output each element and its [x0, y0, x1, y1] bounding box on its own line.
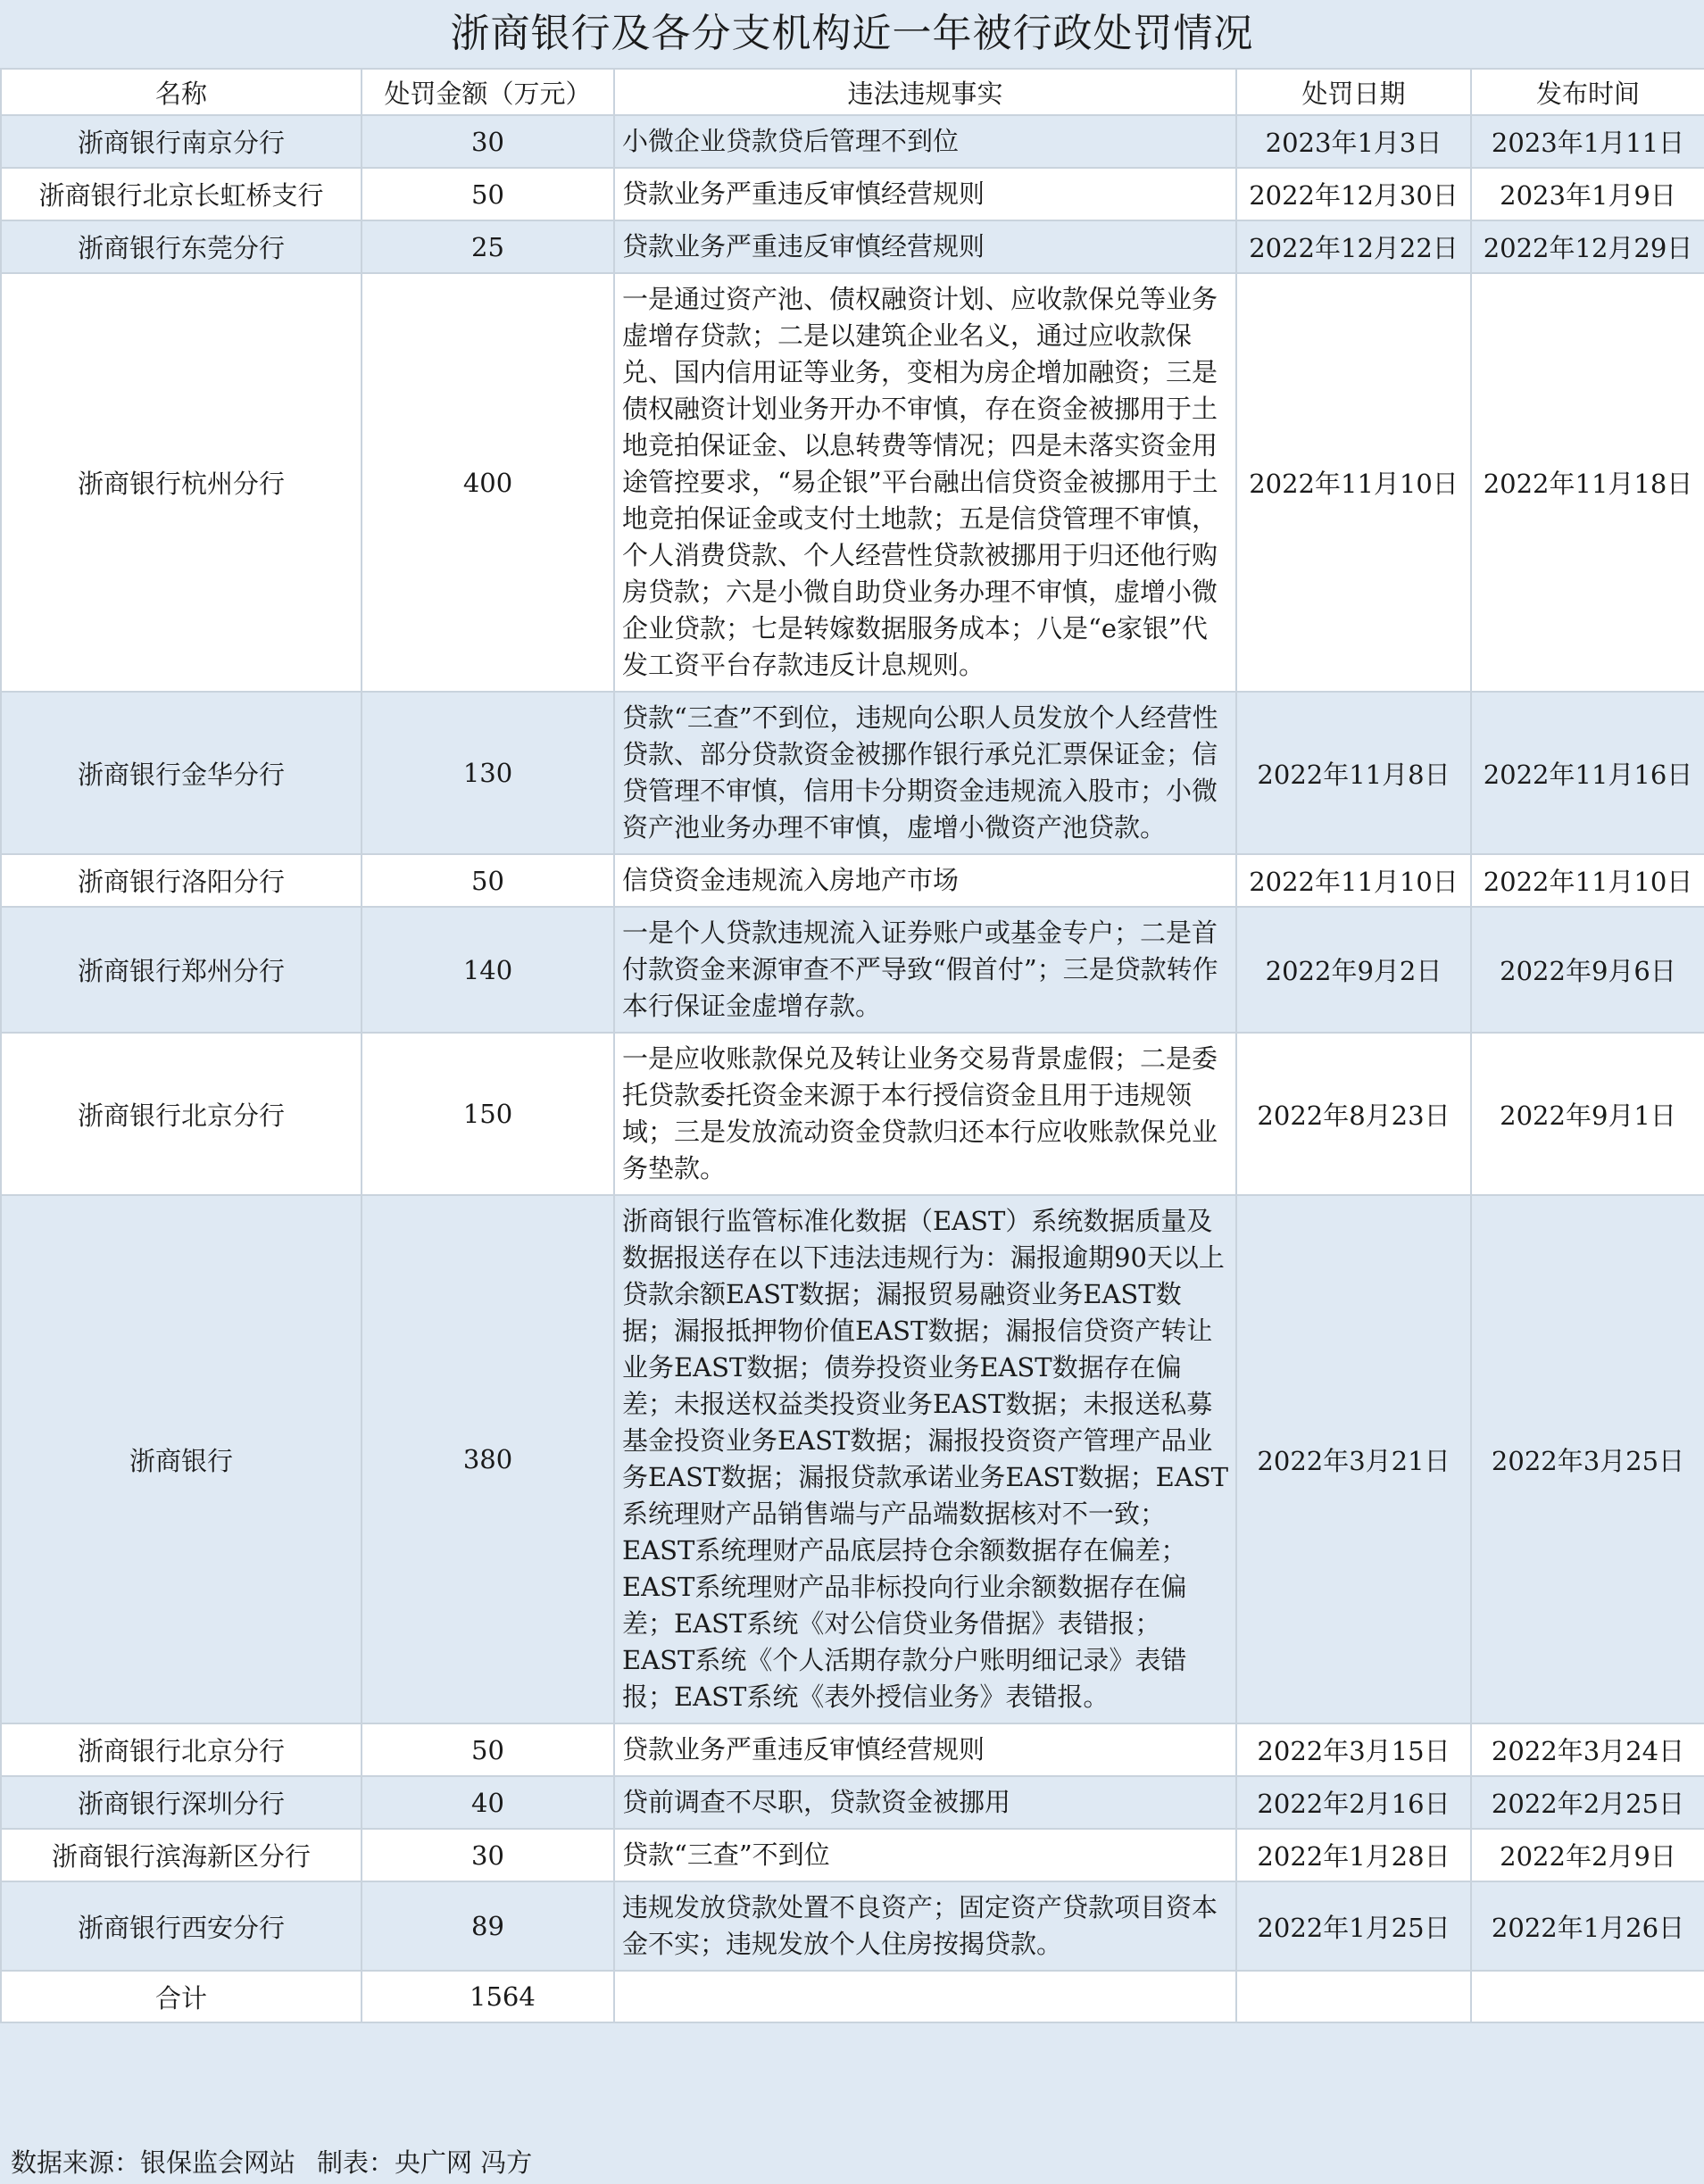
- total-row: [1, 1971, 1704, 2022]
- cell-fact: 浙商银行监管标准化数据（EAST）系统数据质量及数据报送存在以下违法违规行为：漏报逾期90天以上贷款余额EAST数据；漏报贸易融资业务EAST数据；漏报抵押物价值EAST数据；漏报信贷资产转让业务EAST数据；债券投资业务EAST数据存在偏差；未报送权益类投资业务EAST数据；未报送私募基金投资业务EAST数据；漏报投资资产管理产品业务EAST数据；漏报贷款承诺业务EAST数据；EAST系统理财产品销售端与产品端数据核对不一致；EAST系统理财产品底层持仓余额数据存在偏差；EAST系统理财产品非标投向行业余额数据存在偏差；EAST系统《对公信贷业务借据》表错报；EAST系统《个人活期存款分户账明细记录》表错报；EAST系统《表外授信业务》表错报。: [614, 1195, 1236, 1723]
- cell-penalty-date: 2022年11月10日: [1236, 854, 1471, 907]
- cell-penalty-date: 2022年8月23日: [1236, 1033, 1471, 1195]
- header-fact: 违法违规事实: [614, 69, 1236, 115]
- total-empty: [1236, 1971, 1471, 2022]
- cell-amount: 50: [362, 854, 614, 907]
- table-row: [1, 1195, 1704, 1723]
- table-row: [1, 115, 1704, 168]
- cell-amount: 140: [362, 907, 614, 1033]
- cell-amount: 25: [362, 220, 614, 273]
- table-row: [1, 1829, 1704, 1881]
- cell-penalty-date: 2022年12月30日: [1236, 168, 1471, 220]
- cell-publish-date: 2022年1月26日: [1471, 1881, 1704, 1971]
- header-publish-date: 发布时间: [1471, 69, 1704, 115]
- cell-penalty-date: 2022年3月15日: [1236, 1723, 1471, 1776]
- data-source: 数据来源：银保监会网站: [11, 2147, 296, 2178]
- cell-penalty-date: 2022年1月25日: [1236, 1881, 1471, 1971]
- cell-name: 浙商银行北京长虹桥支行: [1, 168, 362, 220]
- cell-name: 浙商银行: [1, 1195, 362, 1723]
- cell-name: 浙商银行南京分行: [1, 115, 362, 168]
- table-row: [1, 1881, 1704, 1971]
- cell-name: 浙商银行洛阳分行: [1, 854, 362, 907]
- table-row: [1, 907, 1704, 1033]
- cell-publish-date: 2022年9月6日: [1471, 907, 1704, 1033]
- cell-publish-date: 2022年2月9日: [1471, 1829, 1704, 1881]
- cell-publish-date: 2022年11月16日: [1471, 692, 1704, 854]
- cell-publish-date: 2022年3月24日: [1471, 1723, 1704, 1776]
- cell-amount: 130: [362, 692, 614, 854]
- cell-amount: 50: [362, 1723, 614, 1776]
- cell-publish-date: 2022年3月25日: [1471, 1195, 1704, 1723]
- source-note: [0, 2141, 1704, 2184]
- header-name: 名称: [1, 69, 362, 115]
- cell-name: 浙商银行深圳分行: [1, 1776, 362, 1829]
- cell-amount: 40: [362, 1776, 614, 1829]
- cell-publish-date: 2022年9月1日: [1471, 1033, 1704, 1195]
- cell-publish-date: 2023年1月11日: [1471, 115, 1704, 168]
- cell-name: 浙商银行滨海新区分行: [1, 1829, 362, 1881]
- cell-penalty-date: 2022年12月22日: [1236, 220, 1471, 273]
- table-row: [1, 273, 1704, 692]
- penalty-table: [0, 68, 1704, 2023]
- cell-penalty-date: 2022年11月8日: [1236, 692, 1471, 854]
- cell-penalty-date: 2022年3月21日: [1236, 1195, 1471, 1723]
- cell-fact: 贷款业务严重违反审慎经营规则: [614, 168, 1236, 220]
- cell-name: 浙商银行东莞分行: [1, 220, 362, 273]
- table-row: [1, 1723, 1704, 1776]
- cell-fact: 一是个人贷款违规流入证券账户或基金专户；二是首付款资金来源审查不严导致“假首付”；三是贷款转作本行保证金虚增存款。: [614, 907, 1236, 1033]
- cell-name: 浙商银行北京分行: [1, 1033, 362, 1195]
- cell-amount: 89: [362, 1881, 614, 1971]
- table-maker: 制表：央广网 冯方: [317, 2147, 533, 2178]
- total-amount: 1564: [362, 1971, 614, 2022]
- table-title: 浙商银行及各分支机构近一年被行政处罚情况: [0, 0, 1704, 68]
- cell-fact: 小微企业贷款贷后管理不到位: [614, 115, 1236, 168]
- header-penalty-date: 处罚日期: [1236, 69, 1471, 115]
- cell-penalty-date: 2023年1月3日: [1236, 115, 1471, 168]
- cell-publish-date: 2022年2月25日: [1471, 1776, 1704, 1829]
- cell-fact: 信贷资金违规流入房地产市场: [614, 854, 1236, 907]
- cell-penalty-date: 2022年1月28日: [1236, 1829, 1471, 1881]
- table-row: [1, 1776, 1704, 1829]
- table-row: [1, 1033, 1704, 1195]
- cell-publish-date: 2022年11月18日: [1471, 273, 1704, 692]
- cell-name: 浙商银行金华分行: [1, 692, 362, 854]
- cell-publish-date: 2022年12月29日: [1471, 220, 1704, 273]
- cell-amount: 30: [362, 115, 614, 168]
- header-amount: 处罚金额（万元）: [362, 69, 614, 115]
- table-row: [1, 168, 1704, 220]
- cell-fact: 一是应收账款保兑及转让业务交易背景虚假；二是委托贷款委托资金来源于本行授信资金且用于违规领域；三是发放流动资金贷款归还本行应收账款保兑业务垫款。: [614, 1033, 1236, 1195]
- cell-publish-date: 2023年1月9日: [1471, 168, 1704, 220]
- cell-publish-date: 2022年11月10日: [1471, 854, 1704, 907]
- cell-amount: 400: [362, 273, 614, 692]
- cell-fact: 一是通过资产池、债权融资计划、应收款保兑等业务虚增存贷款；二是以建筑企业名义，通过应收款保兑、国内信用证等业务，变相为房企增加融资；三是债权融资计划业务开办不审慎，存在资金被挪用于土地竞拍保证金、以息转费等情况；四是未落实资金用途管控要求，“易企银”平台融出信贷资金被挪用于土地竞拍保证金或支付土地款；五是信贷管理不审慎，个人消费贷款、个人经营性贷款被挪用于归还他行购房贷款；六是小微自助贷业务办理不审慎，虚增小微企业贷款；七是转嫁数据服务成本；八是“e家银”代发工资平台存款违反计息规则。: [614, 273, 1236, 692]
- cell-fact: 贷款“三查”不到位，违规向公职人员发放个人经营性贷款、部分贷款资金被挪作银行承兑汇票保证金；信贷管理不审慎，信用卡分期资金违规流入股市；小微资产池业务办理不审慎，虚增小微资产池贷款。: [614, 692, 1236, 854]
- header-row: [1, 69, 1704, 115]
- table-row: [1, 692, 1704, 854]
- cell-fact: 贷款“三查”不到位: [614, 1829, 1236, 1881]
- cell-penalty-date: 2022年11月10日: [1236, 273, 1471, 692]
- cell-amount: 50: [362, 168, 614, 220]
- table-row: [1, 220, 1704, 273]
- total-empty: [1471, 1971, 1704, 2022]
- cell-name: 浙商银行北京分行: [1, 1723, 362, 1776]
- cell-amount: 380: [362, 1195, 614, 1723]
- cell-amount: 30: [362, 1829, 614, 1881]
- cell-fact: 贷款业务严重违反审慎经营规则: [614, 1723, 1236, 1776]
- cell-amount: 150: [362, 1033, 614, 1195]
- cell-fact: 贷款业务严重违反审慎经营规则: [614, 220, 1236, 273]
- cell-name: 浙商银行西安分行: [1, 1881, 362, 1971]
- total-label: 合计: [1, 1971, 362, 2022]
- cell-penalty-date: 2022年2月16日: [1236, 1776, 1471, 1829]
- cell-name: 浙商银行郑州分行: [1, 907, 362, 1033]
- total-empty: [614, 1971, 1236, 2022]
- cell-name: 浙商银行杭州分行: [1, 273, 362, 692]
- table-row: [1, 854, 1704, 907]
- cell-fact: 违规发放贷款处置不良资产；固定资产贷款项目资本金不实；违规发放个人住房按揭贷款。: [614, 1881, 1236, 1971]
- cell-fact: 贷前调查不尽职，贷款资金被挪用: [614, 1776, 1236, 1829]
- cell-penalty-date: 2022年9月2日: [1236, 907, 1471, 1033]
